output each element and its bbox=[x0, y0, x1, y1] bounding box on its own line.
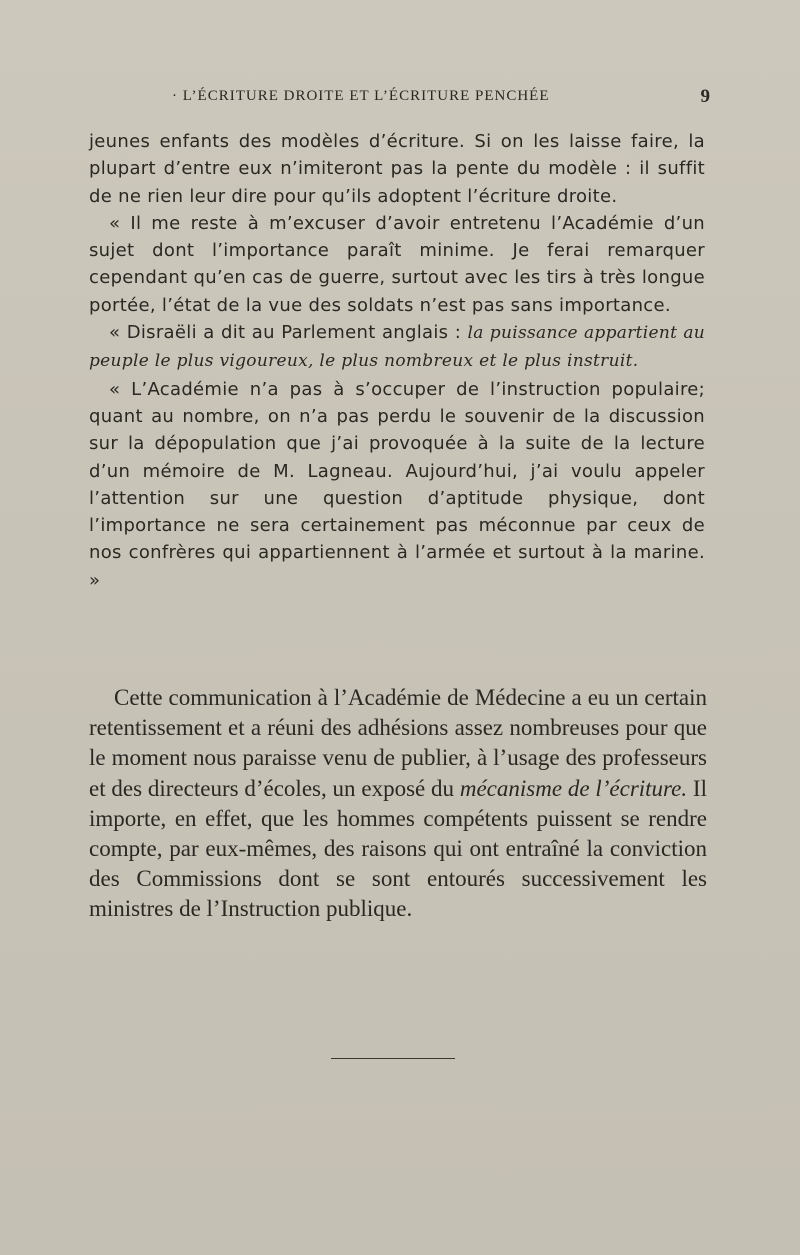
quote-paragraph-1: jeunes enfants des modèles d’écriture. Si on les laisse faire, la plupart d’entre eux n’imiteront pas la pente du modèle : il suffit de ne rien leur dire pour qu’ils adoptent l’écriture droite. bbox=[89, 131, 705, 207]
quote-paragraph-2: « Il me reste à m’excuser d’avoir entretenu l’Académie d’un sujet dont l’importance paraît minime. Je ferai remarquer cependant qu’en cas de guerre, surtout avec les tirs à très longue portée, l’état de la vue des soldats n’est pas sans importance. bbox=[89, 212, 705, 316]
quote-paragraph-4: « L’Académie n’a pas à s’occuper de l’instruction populaire; quant au nombre, on n’a pas perdu le souvenir de la discussion sur la dépopulation que j’ai provoquée à la suite de la lecture d’un mémoire de M. Lagneau. Aujourd’hui, j’ai voulu appeler l’attention sur une question d’aptitude physique, dont l’importance ne sera certainement pas méconnue par ceux de nos confrères qui appartiennent à l’armée et surtout à la marine. » bbox=[89, 378, 705, 591]
section-divider-rule bbox=[331, 1058, 455, 1059]
page-header bbox=[90, 88, 710, 112]
quote-paragraph-3 bbox=[89, 319, 705, 376]
quote-paragraph-3-lead: « Disraëli a dit au Parlement anglais : bbox=[109, 322, 468, 344]
page-number: 9 bbox=[700, 86, 710, 107]
main-paragraph bbox=[89, 683, 707, 925]
main-text bbox=[89, 683, 707, 925]
main-paragraph-tail: Il importe, en effet, que les hommes compétents puissent se rendre compte, par eux-mêmes, des raisons qui ont entraîné la conviction des Commissions dont se sont entourés successivement les ministres de l’Instruction publique. bbox=[89, 775, 707, 922]
running-title: · L’ÉCRITURE DROITE ET L’ÉCRITURE PENCHÉE bbox=[172, 88, 550, 104]
quoted-speech bbox=[89, 128, 705, 594]
disraeli-quotation: la puissance appartient au peuple le plus vigoureux, le plus nombreux et le plus instruit. bbox=[89, 323, 706, 372]
main-paragraph-lead: Cette communication à l’Académie de Médecine a eu un certain retentissement et a réuni des adhésions assez nombreuses pour que le moment nous paraisse venu de publier, à l’usage des professeurs et des directeurs d’écoles, un exposé du bbox=[89, 685, 707, 801]
main-paragraph-italic: mécanisme de l’écriture. bbox=[459, 775, 688, 801]
